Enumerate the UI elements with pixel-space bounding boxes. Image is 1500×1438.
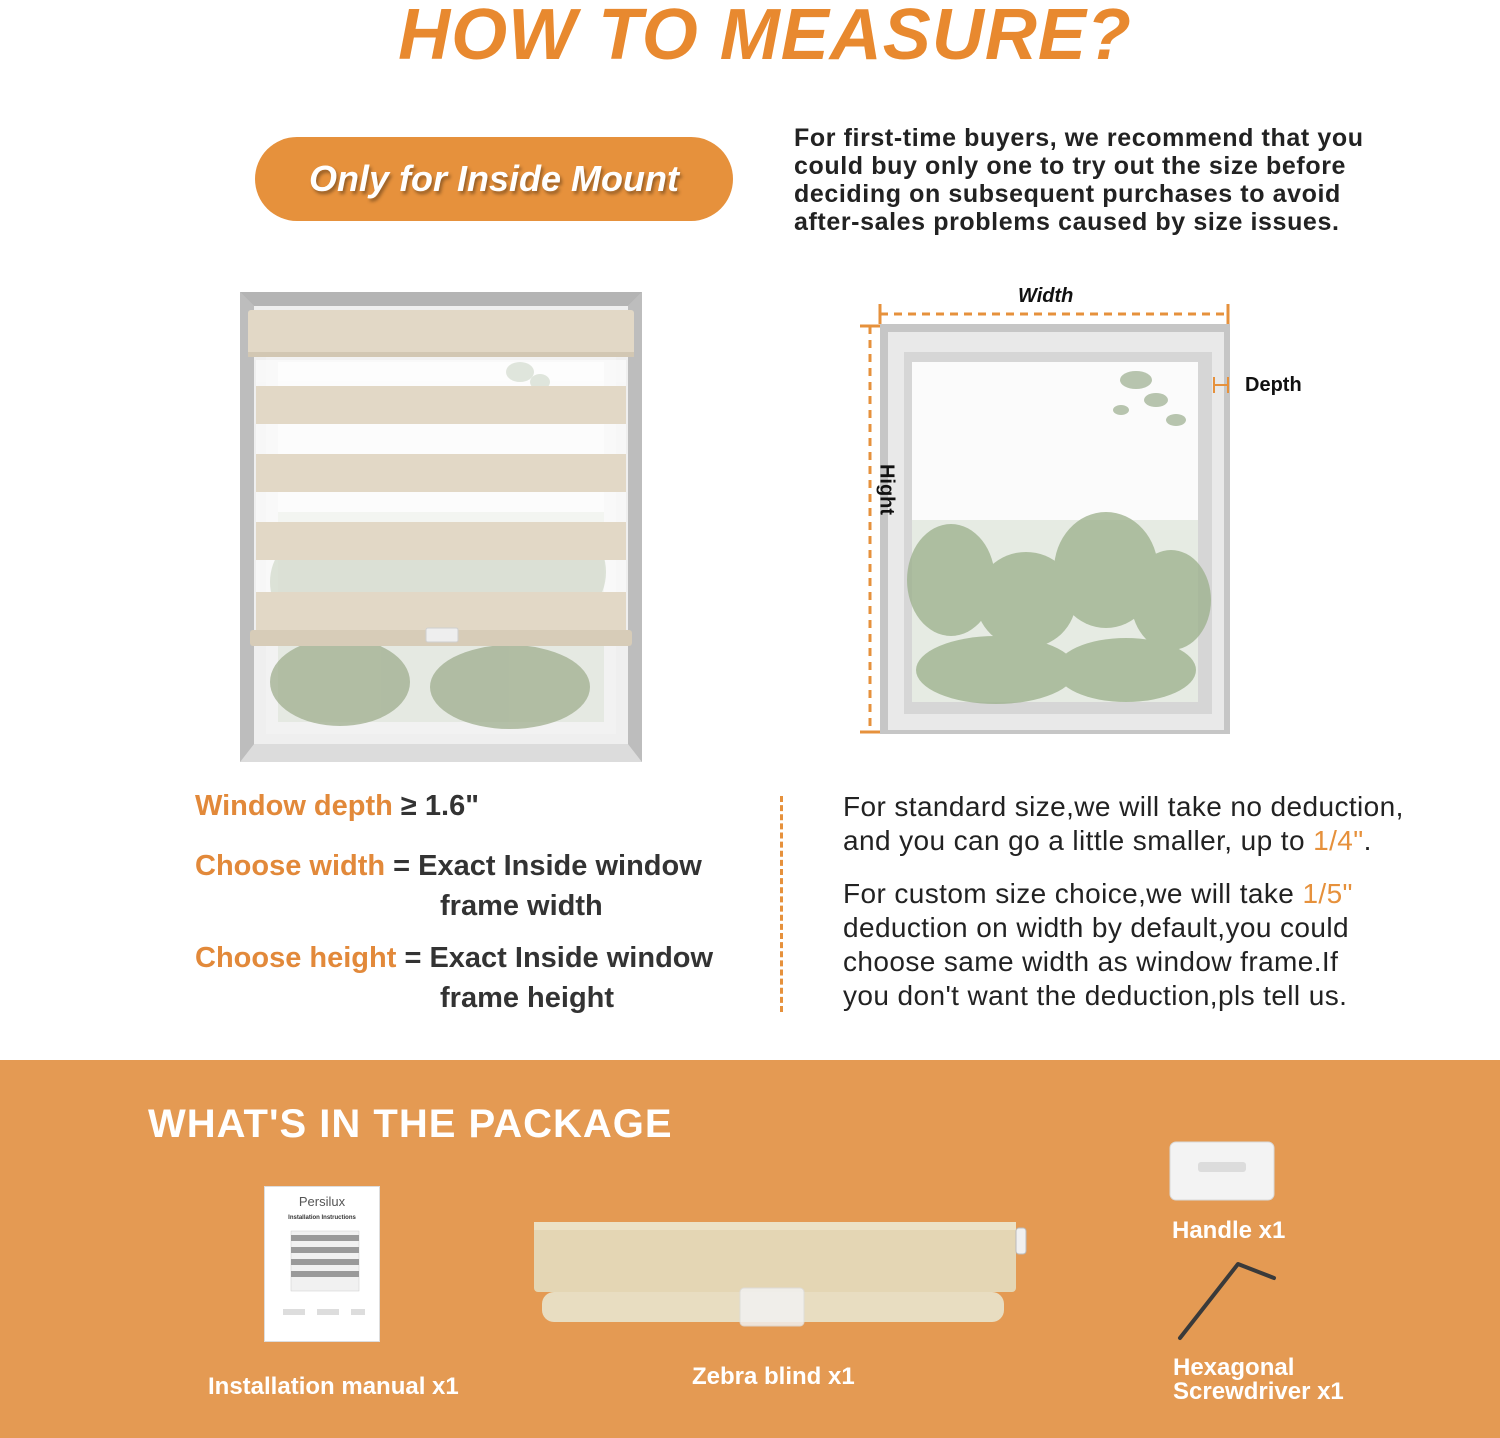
standard-note-line: and you can go a little smaller, up to: [843, 825, 1314, 856]
page-title: HOW TO MEASURE?: [398, 0, 1132, 75]
standard-note-value: 1/4": [1313, 825, 1364, 856]
depth-spec-value: ≥ 1.6": [392, 790, 479, 822]
inside-mount-badge: [255, 137, 733, 221]
blind-label: Zebra blind x1: [692, 1363, 855, 1390]
custom-note-value: 1/5": [1302, 878, 1353, 909]
custom-note-line: choose same width as window frame.If: [843, 946, 1339, 977]
recommend-line: deciding on subsequent purchases to avoid: [794, 180, 1341, 208]
installation-manual-image: [264, 1186, 380, 1342]
package-title: WHAT'S IN THE PACKAGE: [148, 1102, 673, 1146]
height-label: Hight: [875, 463, 898, 516]
zebra-blind-product-image: [530, 1218, 1030, 1330]
height-spec: [195, 942, 713, 975]
custom-note-line: you don't want the deduction,pls tell us.: [843, 980, 1348, 1011]
width-spec-value: = Exact Inside window: [385, 850, 702, 882]
measuring-window-image: [856, 300, 1236, 740]
custom-size-note: [843, 877, 1483, 1013]
standard-size-note: [843, 790, 1483, 858]
section-divider: [780, 796, 783, 1012]
depth-spec-key: Window depth: [195, 790, 393, 822]
screwdriver-label-line: Screwdriver x1: [1173, 1378, 1344, 1405]
recommend-line: For first-time buyers, we recommend that you: [794, 124, 1364, 152]
screwdriver-label-line: Hexagonal: [1173, 1354, 1295, 1381]
width-label: Width: [1018, 285, 1074, 307]
recommend-line: could buy only one to try out the size before: [794, 152, 1347, 180]
handle-label: Handle x1: [1172, 1217, 1286, 1244]
zebra-blind-window-image: [240, 292, 642, 762]
standard-note-end: .: [1363, 825, 1372, 856]
standard-note-line: For standard size,we will take no deduction,: [843, 791, 1404, 822]
package-section: [0, 1060, 1500, 1438]
height-spec-key: Choose height: [195, 942, 397, 974]
inside-mount-label: Only for Inside Mount: [309, 158, 679, 199]
first-time-buyer-note: [794, 124, 1434, 236]
manual-label: Installation manual x1: [208, 1373, 459, 1400]
height-spec-cont: frame height: [440, 982, 615, 1014]
deduction-notes: [843, 790, 1483, 1032]
recommend-line: after-sales problems caused by size issues.: [794, 208, 1340, 236]
manual-heading: Installation Instructions: [288, 1215, 356, 1221]
width-spec: [195, 850, 702, 883]
handle-image: [1168, 1138, 1276, 1202]
depth-spec: [195, 790, 479, 823]
screwdriver-label: [1173, 1356, 1344, 1404]
height-spec-value: = Exact Inside window: [396, 942, 714, 974]
manual-brand: Persilux: [298, 1194, 346, 1209]
custom-note-line: For custom size choice,we will take: [843, 878, 1303, 909]
custom-note-line: deduction on width by default,you could: [843, 912, 1349, 943]
depth-label: Depth: [1245, 374, 1302, 396]
manual-blind-illustration: [265, 1225, 379, 1343]
width-spec-cont: frame width: [440, 890, 603, 922]
width-spec-key: Choose width: [195, 850, 386, 882]
hex-screwdriver-image: [1176, 1258, 1280, 1346]
